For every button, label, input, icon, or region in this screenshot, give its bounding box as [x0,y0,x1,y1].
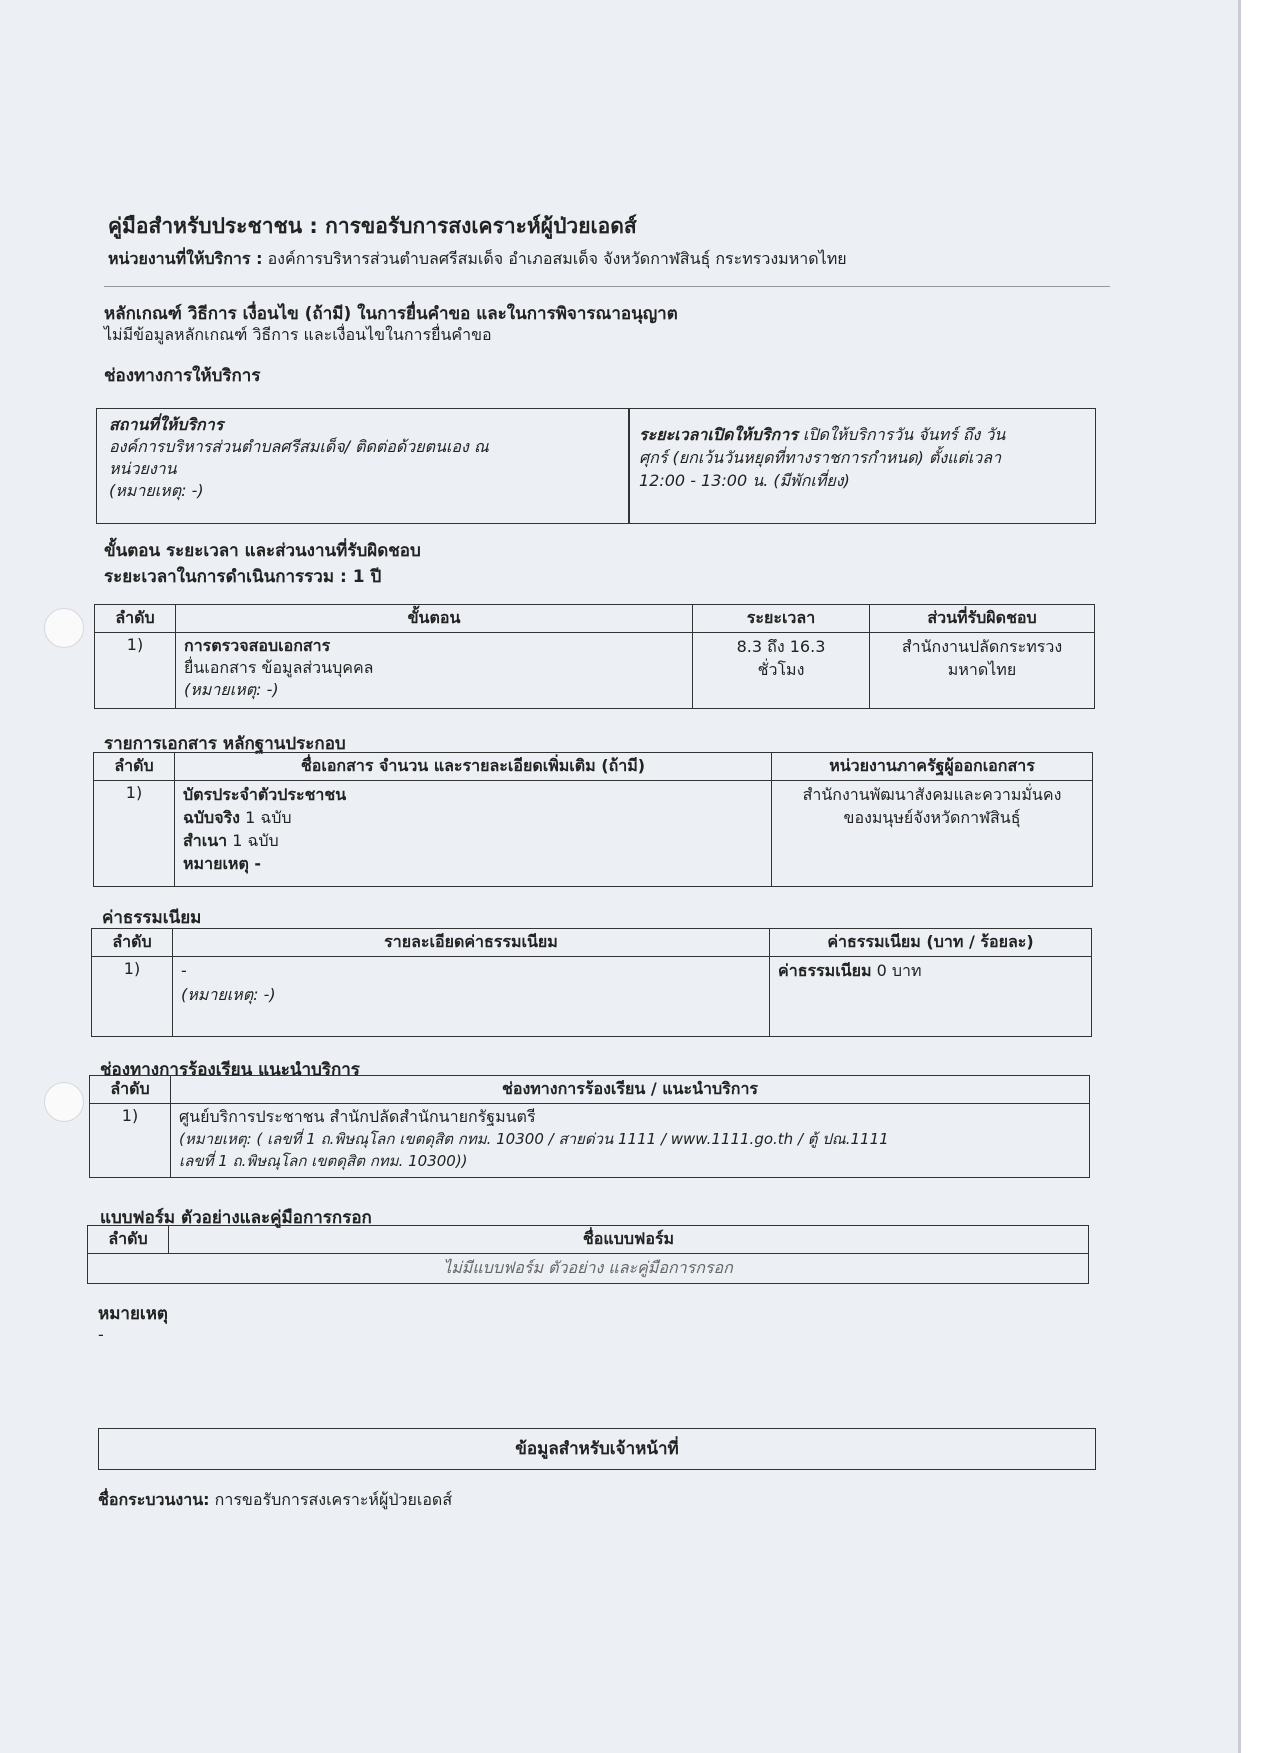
forms-col-name: ชื่อแบบฟอร์ม [169,1226,1089,1254]
documents-header-row [94,753,1093,781]
forms-heading: แบบฟอร์ม ตัวอย่างและคู่มือการกรอก [100,1208,372,1228]
forms-empty: ไม่มีแบบฟอร์ม ตัวอย่าง และคู่มือการกรอก [88,1254,1089,1284]
document-original-label: ฉบับจริง [183,808,240,827]
remarks-text: - [98,1325,104,1344]
documents-table [93,752,1093,887]
step-owner [870,633,1095,709]
paper-edge [1238,0,1241,1753]
table-row [92,957,1092,1037]
steps-col-step: ขั้นตอน [176,605,693,633]
hours-line3: 12:00 - 13:00 น. (มีพักเที่ยง) [639,471,850,490]
service-place [109,414,609,502]
fees-col-detail: รายละเอียดค่าธรรมเนียม [173,929,770,957]
complaint-cell [171,1104,1090,1178]
fee-detail-cell [173,957,770,1037]
step-time-line1: 8.3 ถึง 16.3 [736,637,826,656]
step-time-line2: ชั่วโมง [757,660,805,679]
agency-line [108,247,847,272]
steps-header-row [95,605,1095,633]
documents-heading: รายการเอกสาร หลักฐานประกอบ [104,734,346,754]
document-issuer-line1: สำนักงานพัฒนาสังคมและความมั่นคง [802,785,1062,804]
fee-label: ค่าธรรมเนียม [778,961,872,980]
place-note: (หมายเหตุ: -) [109,481,204,500]
service-hours [639,423,1089,492]
place-line1: องค์การบริหารส่วนตำบลศรีสมเด็จ/ ติดต่อด้วยตนเอง ณ [109,437,489,456]
channels-box [96,408,1096,524]
officer-box [98,1428,1096,1470]
complaints-header-row [90,1076,1090,1104]
fee-detail: - [181,961,187,980]
documents-col-issuer: หน่วยงานภาครัฐผู้ออกเอกสาร [772,753,1093,781]
steps-total-time: ระยะเวลาในการดำเนินการรวม : 1 ปี [104,567,382,587]
document-name: บัตรประจำตัวประชาชน [183,785,347,804]
steps-col-no: ลำดับ [95,605,176,633]
table-row [95,633,1095,709]
channels-divider [628,409,630,523]
forms-table [87,1225,1089,1284]
table-row [94,781,1093,887]
document-copy-label: สำเนา [183,831,228,850]
step-owner-line1: สำนักงานปลัดกระทรวง [901,637,1063,656]
step-desc: ยื่นเอกสาร ข้อมูลส่วนบุคคล [184,658,374,677]
agency-label: หน่วยงานที่ให้บริการ : [108,249,263,268]
table-row [88,1254,1089,1284]
channels-heading: ช่องทางการให้บริการ [104,366,261,386]
complaints-table [89,1075,1090,1178]
punch-hole-top [44,608,84,648]
fees-header-row [92,929,1092,957]
step-note: (หมายเหตุ: -) [184,680,279,699]
criteria-heading: หลักเกณฑ์ วิธีการ เงื่อนไข (ถ้ามี) ในการยื่นคำขอ และในการพิจารณาอนุญาต [104,304,678,324]
punch-hole-bottom [44,1082,84,1122]
hours-line1: เปิดให้บริการวัน จันทร์ ถึง วัน [802,425,1006,444]
complaints-col-no: ลำดับ [90,1076,171,1104]
header-divider [104,286,1110,287]
fees-table [91,928,1092,1037]
complaints-col-channel: ช่องทางการร้องเรียน / แนะนำบริการ [171,1076,1090,1104]
step-no: 1) [95,633,176,709]
complaint-line1: ศูนย์บริการประชาชน สำนักปลัดสำนักนายกรัฐมนตรี [179,1107,536,1126]
step-title: การตรวจสอบเอกสาร [184,636,331,655]
process-value: การขอรับการสงเคราะห์ผู้ป่วยเอดส์ [214,1490,453,1509]
fees-col-no: ลำดับ [92,929,173,957]
forms-header-row [88,1226,1089,1254]
place-label: สถานที่ให้บริการ [109,415,224,434]
process-line [98,1488,452,1513]
process-label: ชื่อกระบวนงาน: [98,1490,210,1509]
documents-col-no: ลำดับ [94,753,175,781]
document-note: หมายเหตุ - [183,854,262,873]
page-title: คู่มือสำหรับประชาชน : การขอรับการสงเคราะห์ผู้ป่วยเอดส์ [108,214,637,238]
officer-box-title: ข้อมูลสำหรับเจ้าหน้าที่ [515,1439,679,1459]
hours-label: ระยะเวลาเปิดให้บริการ [639,425,798,444]
forms-col-no: ลำดับ [88,1226,169,1254]
complaint-line3: เลขที่ 1 ถ.พิษณุโลก เขตดุสิต กทม. 10300)) [179,1152,468,1170]
document-issuer [772,781,1093,887]
steps-heading: ขั้นตอน ระยะเวลา และส่วนงานที่รับผิดชอบ [104,541,421,561]
fees-col-fee: ค่าธรรมเนียม (บาท / ร้อยละ) [770,929,1092,957]
document-no: 1) [94,781,175,887]
document-cell [175,781,772,887]
steps-col-time: ระยะเวลา [693,605,870,633]
fee-no: 1) [92,957,173,1037]
document-original-count: 1 ฉบับ [245,808,292,827]
table-row [90,1104,1090,1178]
place-line2: หน่วยงาน [109,459,177,478]
document-copy-count: 1 ฉบับ [232,831,279,850]
agency-value: องค์การบริหารส่วนตำบลศรีสมเด็จ อำเภอสมเด็จ จังหวัดกาฬสินธุ์ กระทรวงมหาดไทย [267,249,847,268]
complaint-line2: (หมายเหตุ: ( เลขที่ 1 ถ.พิษณุโลก เขตดุสิต กทม. 10300 / สายด่วน 1111 / www.1111.go.th / ตู้ ปณ.1111 [179,1130,889,1148]
fee-note: (หมายเหตุ: -) [181,985,276,1004]
steps-col-owner: ส่วนที่รับผิดชอบ [870,605,1095,633]
hours-line2: ศุกร์ (ยกเว้นวันหยุดที่ทางราชการกำหนด) ตั้งแต่เวลา [639,448,1002,467]
remarks-heading: หมายเหตุ [98,1304,168,1324]
step-owner-line2: มหาดไทย [947,660,1017,679]
step-time [693,633,870,709]
fee-cell [770,957,1092,1037]
criteria-text: ไม่มีข้อมูลหลักเกณฑ์ วิธีการ และเงื่อนไขในการยื่นคำขอ [104,325,492,344]
complaints-heading: ช่องทางการร้องเรียน แนะนำบริการ [100,1060,360,1080]
fees-heading: ค่าธรรมเนียม [102,908,202,928]
document-issuer-line2: ของมนุษย์จังหวัดกาฬสินธุ์ [843,808,1021,827]
steps-table [94,604,1095,709]
step-cell [176,633,693,709]
documents-col-name: ชื่อเอกสาร จำนวน และรายละเอียดเพิ่มเติม (ถ้ามี) [175,753,772,781]
fee-value: 0 บาท [876,961,922,980]
complaint-no: 1) [90,1104,171,1178]
